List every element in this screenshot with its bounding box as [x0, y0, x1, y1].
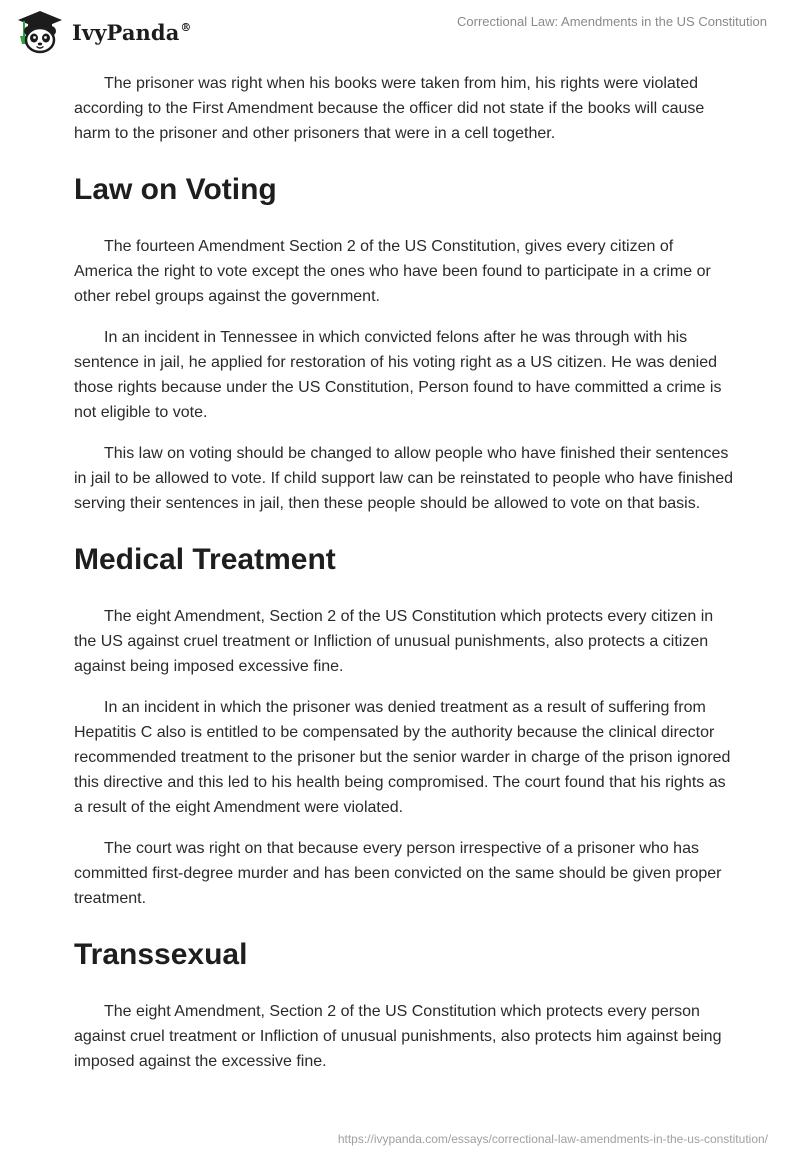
source-url[interactable]: https://ivypanda.com/essays/correctional-law-amendments-in-the-us-constitution/: [337, 1132, 768, 1146]
section-heading-voting: Law on Voting: [74, 173, 277, 206]
section-heading-medical: Medical Treatment: [74, 543, 336, 576]
paragraph: The eight Amendment, Section 2 of the US Constitution which protects every person against cruel treatment or Infliction of unusual punishments, also protects him against being imposed against the excessive fine.: [74, 1003, 722, 1070]
page-header-title: Correctional Law: Amendments in the US Constitution: [457, 14, 767, 29]
ivypanda-logo[interactable]: [14, 9, 192, 55]
paragraph: In an incident in Tennessee in which convicted felons after he was through with his sentence in jail, he applied for restoration of his voting right as a US citizen. He was denied those rights because under the US Constitution, Person found to have committed a crime is not eligible to vote.: [74, 329, 722, 421]
paragraph: In an incident in which the prisoner was denied treatment as a result of suffering from Hepatitis C also is entitled to be compensated by the authority because the clinical director recommended treatment to the prisoner but the senior warder in charge of the prison ignored this directive and this led to his health being compromised. The court found that his rights as a result of the eight Amendment were violated.: [74, 699, 731, 816]
section-heading-transsexual: Transsexual: [74, 938, 248, 971]
paragraph: The fourteen Amendment Section 2 of the US Constitution, gives every citizen of America the right to vote except the ones who have been found to participate in a crime or other rebel groups against the government.: [74, 238, 711, 305]
paragraph: The prisoner was right when his books were taken from him, his rights were violated according to the First Amendment because the officer did not state if the books will cause harm to the prisoner and other prisoners that were in a cell together.: [74, 75, 705, 142]
panda-graduate-icon: [14, 9, 66, 55]
paragraph: The court was right on that because every person irrespective of a prisoner who has committed first-degree murder and has been convicted on the same should be given proper treatment.: [74, 840, 722, 907]
essay-body: [74, 71, 734, 1090]
brand-name: IvyPanda®: [72, 19, 192, 45]
paragraph: The eight Amendment, Section 2 of the US Constitution which protects every citizen in the US against cruel treatment or Infliction of unusual punishments, also protects a citizen against being imposed excessive fine.: [74, 608, 714, 675]
paragraph: This law on voting should be changed to allow people who have finished their sentences in jail to be allowed to vote. If child support law can be reinstated to people who have finished serving their sentences in jail, then these people should be allowed to vote on that basis.: [74, 445, 734, 512]
